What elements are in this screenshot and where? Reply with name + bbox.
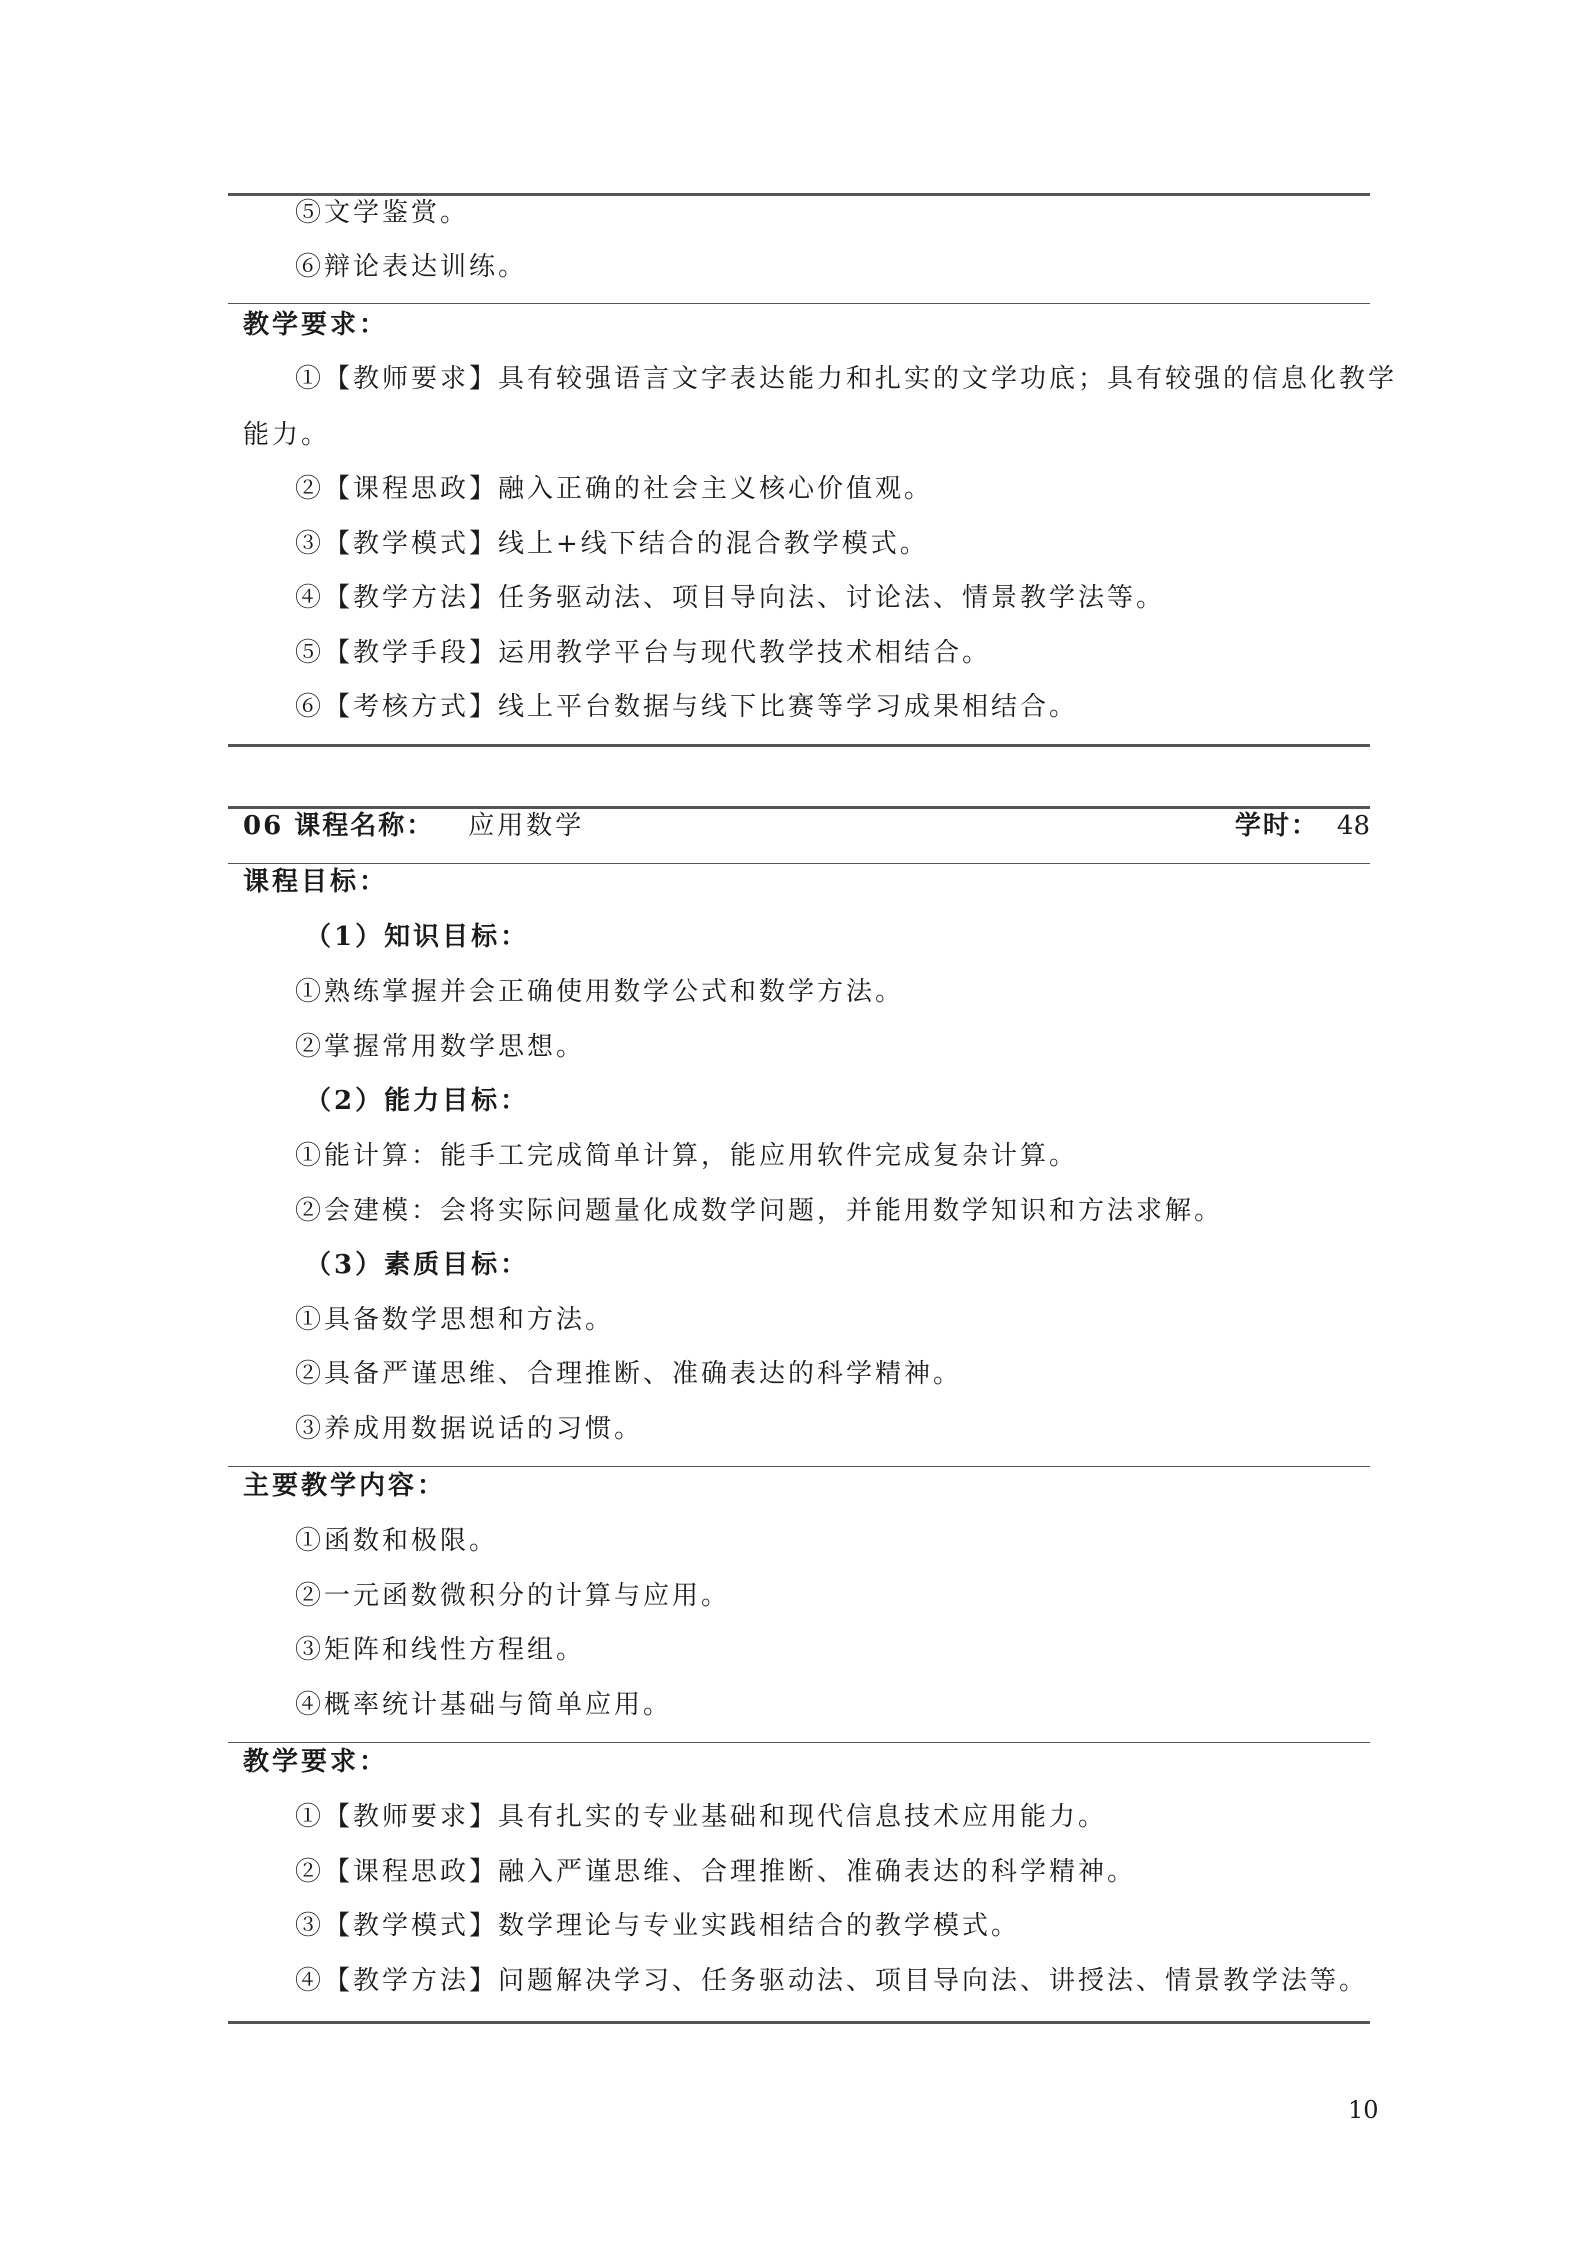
page-number: 10	[1348, 2096, 1379, 2124]
goal-item: ①能计算：能手工完成简单计算，能应用软件完成复杂计算。	[295, 1141, 1079, 1171]
content-item: ④概率统计基础与简单应用。	[295, 1690, 673, 1720]
section-divider	[228, 1466, 1370, 1467]
course-name-label: 06 课程名称：	[243, 811, 435, 841]
requirement-item: ④【教学方法】任务驱动法、项目导向法、讨论法、情景教学法等。	[295, 583, 1166, 613]
section-heading-requirements: 教学要求：	[243, 310, 389, 340]
goal-item: ①具备数学思想和方法。	[295, 1305, 615, 1335]
requirement-item: ④【教学方法】问题解决学习、任务驱动法、项目导向法、讲授法、情景教学法等。	[295, 1966, 1369, 1996]
hours-value: 48	[1336, 811, 1370, 841]
section-heading-content: 主要教学内容：	[243, 1471, 447, 1501]
section-divider	[228, 303, 1370, 304]
course-title-row	[243, 809, 584, 843]
content-item: ⑥辩论表达训练。	[295, 252, 528, 282]
requirement-item: ②【课程思政】融入严谨思维、合理推断、准确表达的科学精神。	[295, 1857, 1137, 1887]
section-heading-requirements: 教学要求：	[243, 1747, 389, 1777]
course-hours	[1235, 809, 1370, 843]
goal-item: ③养成用数据说话的习惯。	[295, 1414, 644, 1444]
requirement-item-continuation: 能力。	[243, 420, 331, 450]
content-item: ①函数和极限。	[295, 1526, 499, 1556]
block-bottom-rule	[228, 744, 1370, 747]
hours-label: 学时：	[1234, 811, 1319, 841]
requirement-item: ⑤【教学手段】运用教学平台与现代教学技术相结合。	[295, 638, 992, 668]
goal-item: ②掌握常用数学思想。	[295, 1032, 586, 1062]
requirement-item: ①【教师要求】具有较强语言文字表达能力和扎实的文学功底；具有较强的信息化教学	[295, 364, 1398, 394]
subheading-knowledge: （1）知识目标：	[305, 922, 530, 952]
goal-item: ①熟练掌握并会正确使用数学公式和数学方法。	[295, 977, 905, 1007]
content-item: ⑤文学鉴赏。	[295, 198, 470, 228]
block-bottom-rule	[228, 2021, 1370, 2024]
content-item: ②一元函数微积分的计算与应用。	[295, 1581, 731, 1611]
section-divider	[228, 863, 1370, 864]
subheading-ability: （2）能力目标：	[305, 1086, 530, 1116]
requirement-item: ②【课程思政】融入正确的社会主义核心价值观。	[295, 474, 934, 504]
requirement-item: ①【教师要求】具有扎实的专业基础和现代信息技术应用能力。	[295, 1802, 1108, 1832]
section-divider	[228, 1742, 1370, 1743]
goal-item: ②会建模：会将实际问题量化成数学问题，并能用数学知识和方法求解。	[295, 1196, 1224, 1226]
requirement-item: ⑥【考核方式】线上平台数据与线下比赛等学习成果相结合。	[295, 692, 1079, 722]
content-item: ③矩阵和线性方程组。	[295, 1635, 586, 1665]
section-heading-goals: 课程目标：	[243, 867, 389, 897]
requirement-item: ③【教学模式】数学理论与专业实践相结合的教学模式。	[295, 1911, 1021, 1941]
requirement-item: ③【教学模式】线上+线下结合的混合教学模式。	[295, 529, 929, 559]
goal-item: ②具备严谨思维、合理推断、准确表达的科学精神。	[295, 1359, 963, 1389]
subheading-quality: （3）素质目标：	[305, 1250, 530, 1280]
course-name: 应用数学	[468, 811, 585, 841]
